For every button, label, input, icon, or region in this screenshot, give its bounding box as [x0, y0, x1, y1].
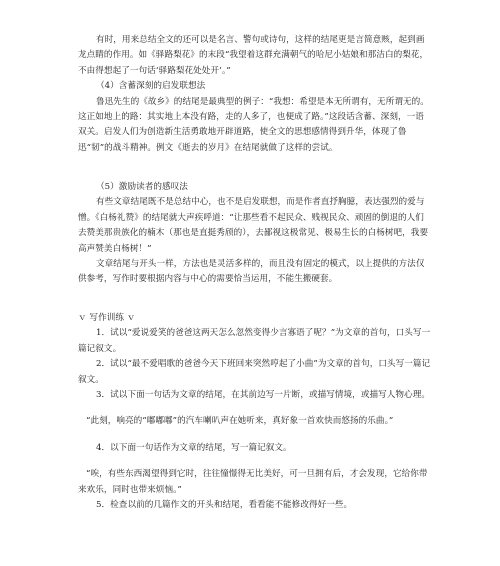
- exercise-item-4: 4．以下面一句话作为文章的结尾，写一篇记叙文。: [96, 442, 292, 453]
- exercises-title: ｖ 写作训练 ｖ: [78, 313, 136, 323]
- paragraph-summary-quote: 有时，用来总结全文的还可以是名言、警句或诗句，这样的结尾更是言简意赅，起到画龙点睛的作用。如《驿路梨花》的末段“我望着这群充满朝气的哈尼小姑娘和那洁白的梨花，不由得想起了一句话‘驿路梨花处处开’。”: [78, 35, 429, 76]
- exercise-quote-2: “唉，有些东西渴望得到它时，往往憧憬得无比美好，可一旦拥有后，才会发现，它给你带来欢乐，同时也带来烦恼。”: [78, 469, 428, 495]
- section-exclamation-method: [78, 180, 432, 288]
- exercise-item-5: 5．检查以前的几篇作文的开头和结尾，看看能不能修改得好一些。: [96, 500, 353, 511]
- exercise-item-1: 1．试以“爱说爱笑的爸爸这两天怎么忽然变得少言寡语了呢？”为文章的首句，口头写一篇记叙文。: [78, 328, 431, 354]
- heading-exclamation-method: （5）激励读者的感叹法: [96, 182, 188, 192]
- exercise-item-3: 3．试以下面一句话为文章的结尾，在其前边写一片断，或描写情境，或描写人物心理。: [96, 390, 430, 401]
- paragraph-guxiang-example: 鲁迅先生的《故乡》的结尾是最典型的例子：“我想：希望是本无所谓有，无所谓无的。这正如地上的路：其实地上本没有路，走的人多了，也便成了路。”这段话含蓄、深刻，一语双关。启发人们为创造新生活勇敢地开辟道路，使全文的思想感情得到升华，体现了鲁迅“韧”的战斗精神。例文《逝去的岁月》在结尾就做了这样的尝试。: [78, 96, 429, 153]
- heading-implicit-method: （4）含蓄深刻的启发联想法: [96, 81, 206, 92]
- section-summary-endings: [78, 33, 432, 156]
- section-writing-exercises: [78, 311, 432, 513]
- exercise-quote-1: “此刻，响亮的“嘟嘟嘟”的汽车喇叭声在她听来，真好象一首欢快而悠扬的乐曲。”: [86, 416, 394, 427]
- exercise-item-2: 2．试以“最不爱唱歌的爸爸今天下班回来突然哼起了小曲”为文章的首句，口头写一篇记叙文。: [78, 359, 431, 385]
- paragraph-conclusion: 文章结尾与开头一样，方法也是灵活多样的，而且没有固定的模式，以上提供的方法仅供参考，写作时要根据内容与中心的需要恰当运用，不能生搬硬套。: [78, 259, 425, 285]
- paragraph-baiyang-example: 有些文章结尾既不是总结中心，也不是启发联想，而是作者直抒胸臆，表达强烈的爱与憎。《白杨礼赞》的结尾就大声疾呼道：“让那些看不起民众、贱视民众、顽固的倒退的人们去赞美那贵族化的楠木（那也是直挺秀颀的），去鄙视这极常见、极易生长的白杨树吧，我要高声赞美白杨树！”: [78, 197, 429, 254]
